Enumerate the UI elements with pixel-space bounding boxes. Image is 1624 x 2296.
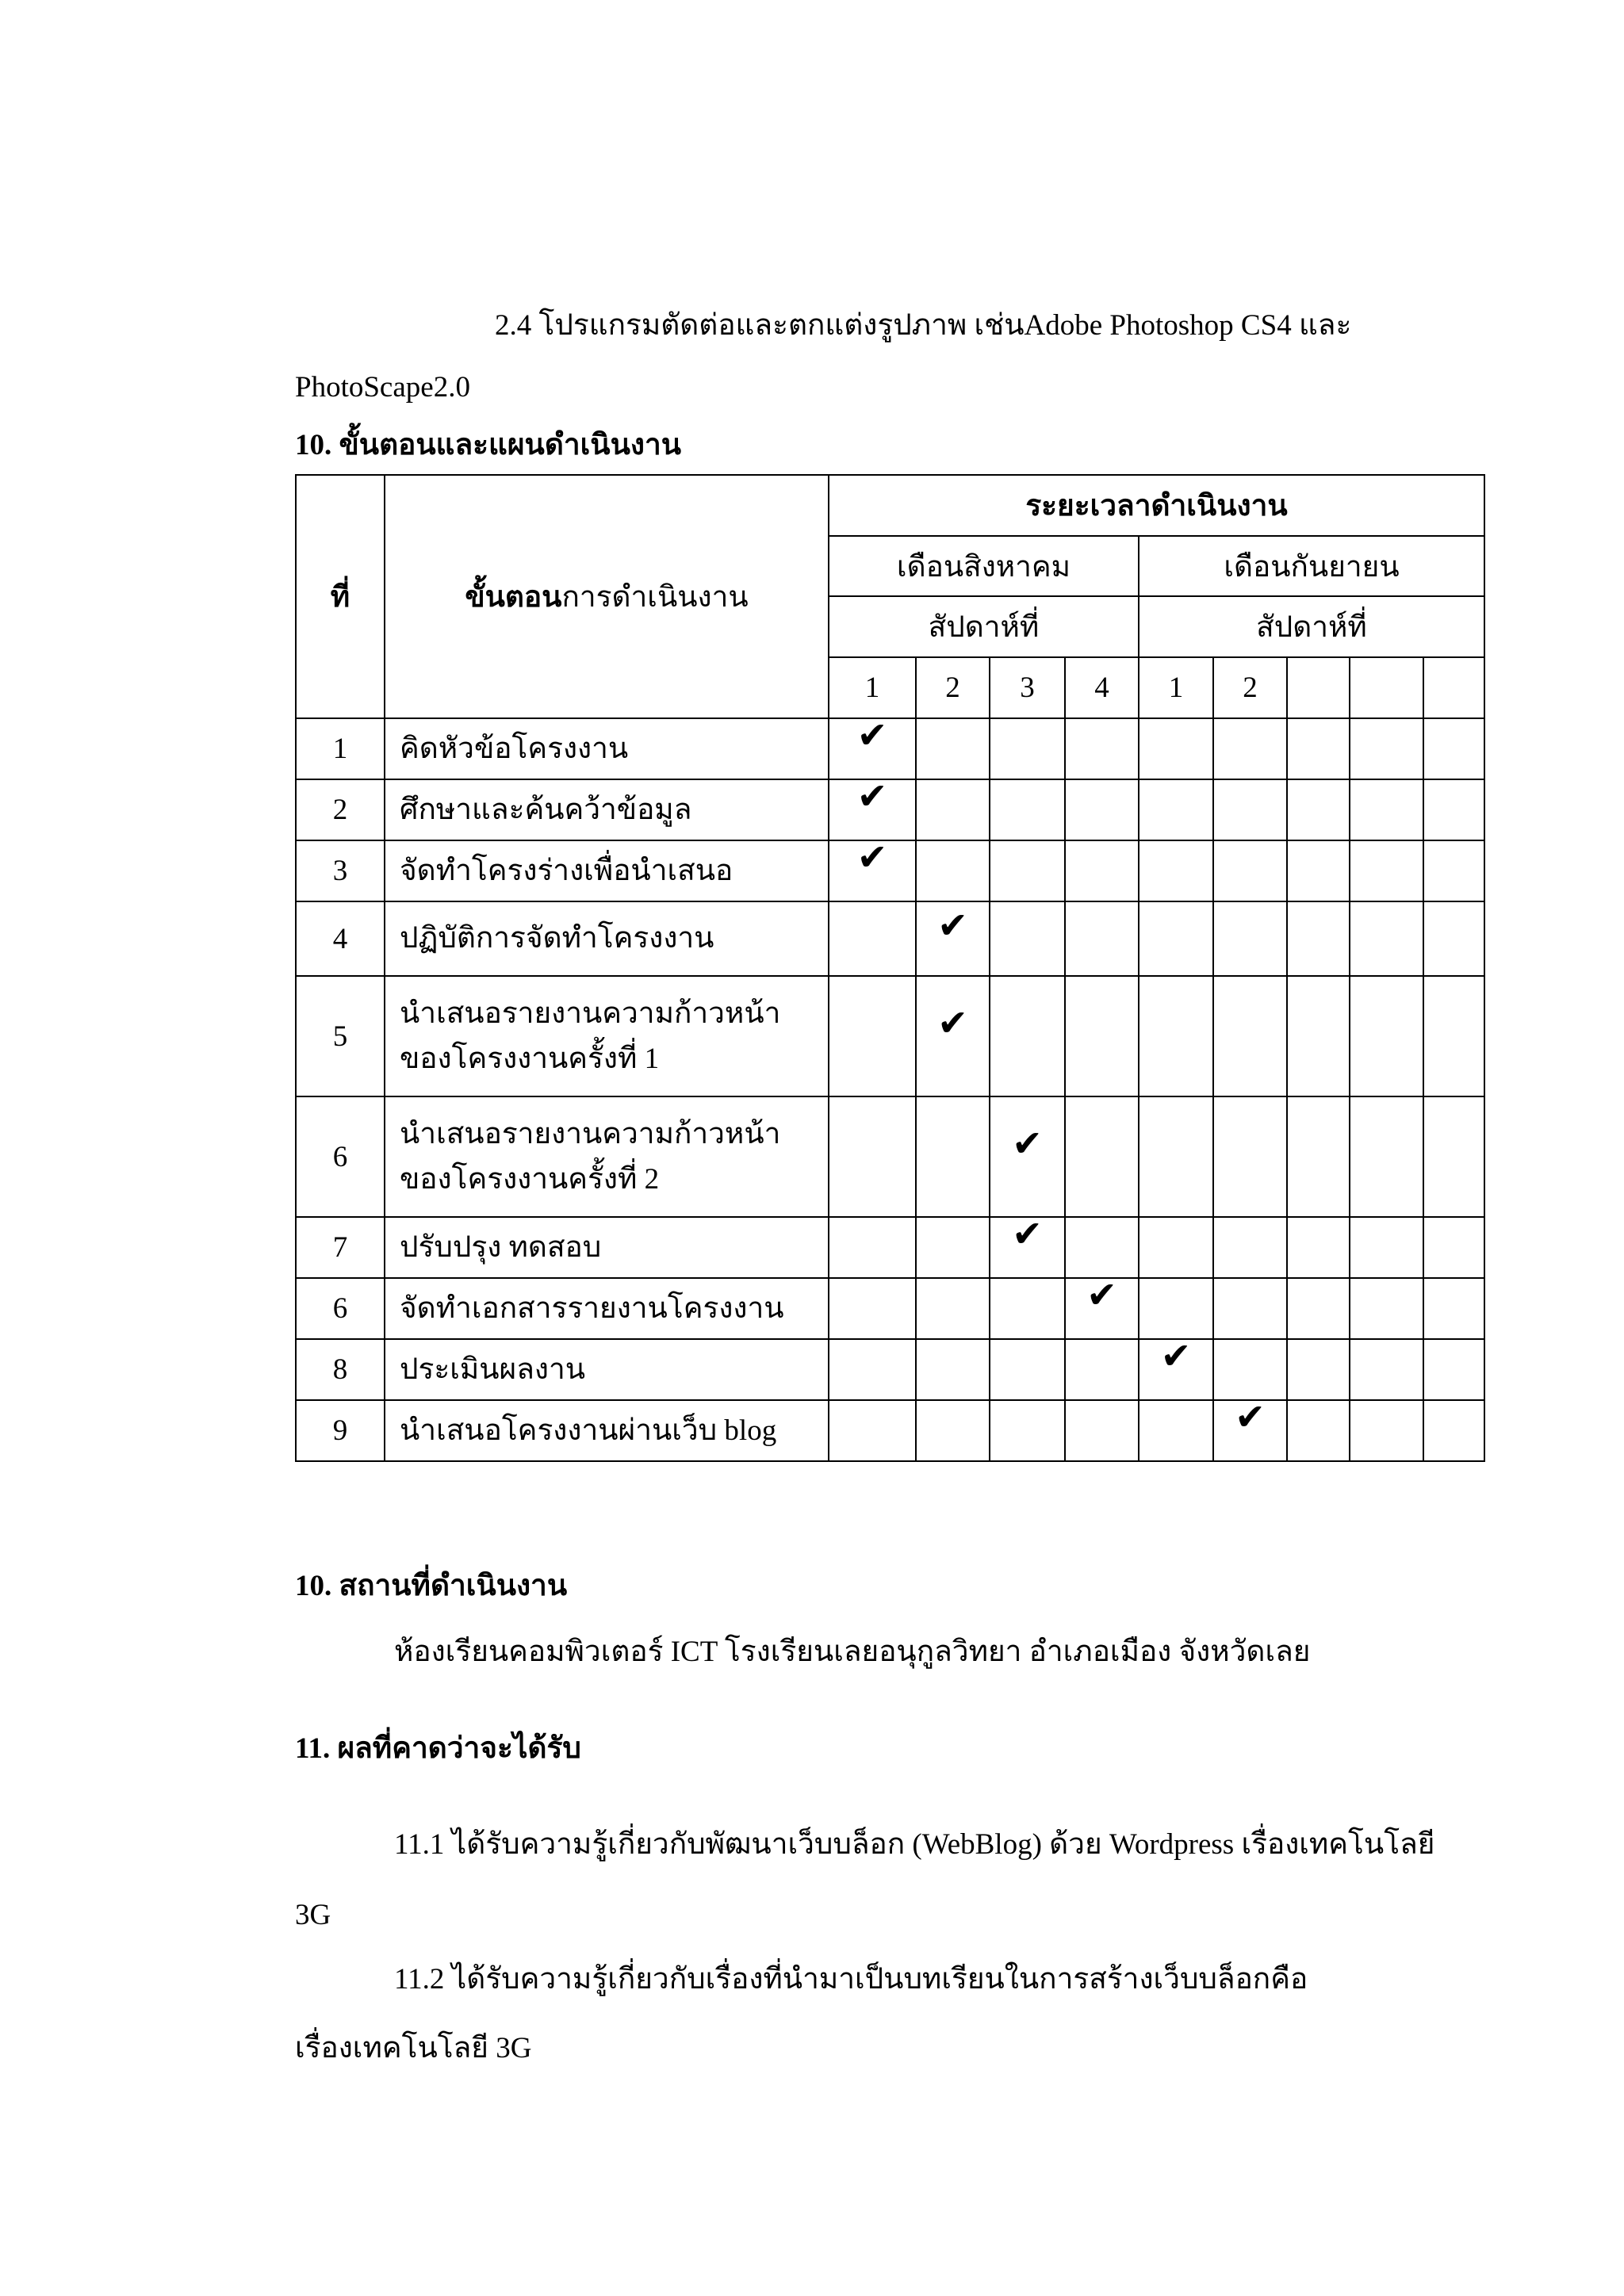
place-text: ห้องเรียนคอมพิวเตอร์ ICT โรงเรียนเลยอนุกูลวิทยา อำเภอเมือง จังหวัดเลย bbox=[394, 1636, 1311, 1668]
week-cell bbox=[1287, 779, 1350, 840]
week-cell bbox=[1287, 901, 1350, 976]
week-cell bbox=[1213, 779, 1287, 840]
check-icon: ✔ bbox=[1160, 1334, 1192, 1377]
row-number: 9 bbox=[296, 1400, 385, 1461]
header-week-label-2: สัปดาห์ที่ bbox=[1139, 596, 1484, 657]
week-cell bbox=[1287, 1217, 1350, 1278]
week-cell bbox=[1213, 901, 1287, 976]
week-cell bbox=[1139, 1096, 1213, 1217]
week-cell bbox=[1423, 976, 1484, 1096]
result-item-1: 11.1 ได้รับความรู้เกี่ยวกับพัฒนาเว็บบล็อก (WebBlog) ด้วย Wordpress เรื่องเทคโนโลยี bbox=[394, 1828, 1435, 1861]
week-cell bbox=[1213, 1278, 1287, 1339]
header-month-1: เดือนสิงหาคม bbox=[829, 536, 1139, 596]
intro-line-2: PhotoScape2.0 bbox=[295, 371, 470, 404]
week-cell bbox=[1287, 1096, 1350, 1217]
week-cell bbox=[1139, 976, 1213, 1096]
week-cell bbox=[829, 714, 916, 779]
table-row bbox=[296, 718, 1484, 779]
week-cell bbox=[916, 901, 990, 976]
header-step-rest: การดำเนินงาน bbox=[561, 581, 749, 614]
check-icon: ✔ bbox=[1012, 1121, 1043, 1165]
week-cell bbox=[1139, 901, 1213, 976]
check-icon: ✔ bbox=[937, 1001, 968, 1044]
week-cell bbox=[1350, 976, 1423, 1096]
week-cell bbox=[1287, 976, 1350, 1096]
week-cell bbox=[1139, 1217, 1213, 1278]
week-cell bbox=[916, 718, 990, 779]
week-cell bbox=[1287, 718, 1350, 779]
table-row bbox=[296, 779, 1484, 840]
row-step-line: นำเสนอโครงงานผ่านเว็บ blog bbox=[400, 1414, 777, 1447]
week-cell bbox=[1350, 1217, 1423, 1278]
header-period: ระยะเวลาดำเนินงาน bbox=[829, 475, 1484, 536]
week-cell bbox=[990, 901, 1065, 976]
table-row bbox=[296, 1400, 1484, 1461]
week-cell bbox=[1287, 1400, 1350, 1461]
row-number: 6 bbox=[296, 1096, 385, 1217]
table-row bbox=[296, 1339, 1484, 1400]
week-cell bbox=[1350, 840, 1423, 901]
week-cell bbox=[916, 1217, 990, 1278]
row-number: 4 bbox=[296, 901, 385, 976]
row-step-line: ของโครงงานครั้งที่ 2 bbox=[400, 1163, 660, 1196]
row-step bbox=[385, 779, 829, 840]
row-step-line: จัดทำเอกสารรายงานโครงงาน bbox=[400, 1292, 784, 1325]
week-cell bbox=[1065, 1096, 1139, 1217]
week-cell bbox=[916, 1400, 990, 1461]
week-cell bbox=[1065, 976, 1139, 1096]
table-row bbox=[296, 976, 1484, 1096]
week-cell bbox=[829, 836, 916, 901]
row-number: 7 bbox=[296, 1217, 385, 1278]
week-cell bbox=[1139, 779, 1213, 840]
header-month-2: เดือนกันยายน bbox=[1139, 536, 1484, 596]
row-step-line: ของโครงงานครั้งที่ 1 bbox=[400, 1043, 660, 1075]
week-cell bbox=[1423, 1400, 1484, 1461]
week-cell bbox=[1213, 1339, 1287, 1400]
check-icon: ✔ bbox=[856, 836, 888, 878]
week-cell bbox=[1287, 840, 1350, 901]
week-cell bbox=[1423, 840, 1484, 901]
row-step-line: นำเสนอรายงานความก้าวหน้า bbox=[400, 1117, 781, 1150]
row-step bbox=[385, 1278, 829, 1339]
week-number-1: 1 bbox=[829, 657, 916, 718]
check-icon: ✔ bbox=[1235, 1395, 1266, 1438]
week-cell bbox=[1065, 1217, 1139, 1278]
row-number: 5 bbox=[296, 976, 385, 1096]
header-step bbox=[385, 475, 829, 718]
table-row bbox=[296, 1096, 1484, 1217]
week-cell bbox=[1139, 1400, 1213, 1461]
header-week-label-1: สัปดาห์ที่ bbox=[829, 596, 1139, 657]
intro-line-1: 2.4 โปรแกรมตัดต่อและตกแต่งรูปภาพ เช่นAdobe Photoshop CS4 และ bbox=[495, 309, 1352, 342]
week-cell bbox=[1287, 1339, 1350, 1400]
week-cell bbox=[990, 1400, 1065, 1461]
row-number: 6 bbox=[296, 1278, 385, 1339]
week-cell bbox=[1065, 901, 1139, 976]
week-cell bbox=[990, 779, 1065, 840]
row-step bbox=[385, 1339, 829, 1400]
row-step bbox=[385, 1400, 829, 1461]
row-step-line: ปฏิบัติการจัดทำโครงงาน bbox=[400, 922, 714, 955]
row-step bbox=[385, 901, 829, 976]
week-cell bbox=[990, 1096, 1065, 1217]
table-body bbox=[296, 714, 1484, 1461]
row-step-line: จัดทำโครงร่างเพื่อนำเสนอ bbox=[400, 854, 733, 887]
week-cell bbox=[1213, 840, 1287, 901]
week-number-9 bbox=[1423, 657, 1484, 718]
week-cell bbox=[1139, 1278, 1213, 1339]
row-step bbox=[385, 718, 829, 779]
row-number: 3 bbox=[296, 840, 385, 901]
week-number-5: 1 bbox=[1139, 657, 1213, 718]
week-cell bbox=[1350, 1400, 1423, 1461]
header-no: ที่ bbox=[296, 475, 385, 718]
row-step bbox=[385, 840, 829, 901]
row-step-line: ศึกษาและค้นคว้าข้อมูล bbox=[400, 793, 692, 826]
week-cell bbox=[1139, 1334, 1213, 1400]
week-cell bbox=[916, 840, 990, 901]
week-cell bbox=[1139, 840, 1213, 901]
week-cell bbox=[1350, 779, 1423, 840]
table-row bbox=[296, 1217, 1484, 1278]
week-cell bbox=[990, 976, 1065, 1096]
week-cell bbox=[916, 1278, 990, 1339]
check-icon: ✔ bbox=[937, 903, 968, 947]
row-step-line: คิดหัวข้อโครงงาน bbox=[400, 732, 629, 765]
week-number-2: 2 bbox=[916, 657, 990, 718]
week-cell bbox=[1423, 1278, 1484, 1339]
plan-heading: 10. ขั้นตอนและแผนดำเนินงาน bbox=[295, 429, 682, 461]
row-step-line: นำเสนอรายงานความก้าวหน้า bbox=[400, 997, 781, 1030]
week-cell bbox=[1065, 1273, 1139, 1339]
week-cell bbox=[829, 1217, 916, 1278]
week-cell bbox=[990, 840, 1065, 901]
place-heading: 10. สถานที่ดำเนินงาน bbox=[295, 1570, 568, 1602]
row-step-line: ประเมินผลงาน bbox=[400, 1353, 586, 1386]
row-number: 8 bbox=[296, 1339, 385, 1400]
week-cell bbox=[916, 779, 990, 840]
week-cell bbox=[990, 1212, 1065, 1278]
week-cell bbox=[1213, 1096, 1287, 1217]
week-cell bbox=[829, 901, 916, 976]
table-row bbox=[296, 901, 1484, 976]
row-step bbox=[385, 976, 829, 1096]
row-step-line: ปรับปรุง ทดสอบ bbox=[400, 1230, 602, 1264]
week-cell bbox=[990, 718, 1065, 779]
row-number: 2 bbox=[296, 779, 385, 840]
week-cell bbox=[1213, 1395, 1287, 1461]
week-cell bbox=[1065, 840, 1139, 901]
week-cell bbox=[829, 1400, 916, 1461]
week-cell bbox=[990, 1339, 1065, 1400]
table-row bbox=[296, 1278, 1484, 1339]
check-icon: ✔ bbox=[856, 775, 888, 817]
result-item-2: 11.2 ได้รับความรู้เกี่ยวกับเรื่องที่นำมาเป็นบทเรียนในการสร้างเว็บบล็อกคือ bbox=[394, 1963, 1308, 1996]
week-cell bbox=[916, 976, 990, 1096]
week-number-4: 4 bbox=[1065, 657, 1139, 718]
check-icon: ✔ bbox=[1086, 1273, 1117, 1316]
week-cell bbox=[1213, 976, 1287, 1096]
table-header bbox=[296, 475, 1484, 718]
week-cell bbox=[1350, 718, 1423, 779]
week-cell bbox=[1065, 1400, 1139, 1461]
week-cell bbox=[1423, 779, 1484, 840]
week-cell bbox=[829, 976, 916, 1096]
schedule-table bbox=[295, 474, 1485, 1462]
week-number-3: 3 bbox=[990, 657, 1065, 718]
week-cell bbox=[916, 1096, 990, 1217]
week-cell bbox=[1350, 1096, 1423, 1217]
week-cell bbox=[1065, 779, 1139, 840]
check-icon: ✔ bbox=[856, 714, 888, 756]
week-cell bbox=[1423, 1339, 1484, 1400]
week-cell bbox=[1350, 1339, 1423, 1400]
week-cell bbox=[1423, 901, 1484, 976]
week-cell bbox=[829, 775, 916, 840]
row-step bbox=[385, 1217, 829, 1278]
week-cell bbox=[1213, 1217, 1287, 1278]
week-cell bbox=[829, 1339, 916, 1400]
row-number: 1 bbox=[296, 718, 385, 779]
week-number-7 bbox=[1287, 657, 1350, 718]
week-cell bbox=[829, 1096, 916, 1217]
week-cell bbox=[1423, 1096, 1484, 1217]
week-cell bbox=[1287, 1278, 1350, 1339]
row-step bbox=[385, 1096, 829, 1217]
week-cell bbox=[1423, 1217, 1484, 1278]
result-item-2-cont: เรื่องเทคโนโลยี 3G bbox=[295, 2032, 532, 2064]
week-cell bbox=[829, 1278, 916, 1339]
week-cell bbox=[1139, 718, 1213, 779]
week-cell bbox=[990, 1278, 1065, 1339]
week-number-8 bbox=[1350, 657, 1423, 718]
header-step-bold: ขั้นตอน bbox=[465, 581, 562, 614]
week-cell bbox=[1423, 718, 1484, 779]
result-item-1-cont: 3G bbox=[295, 1899, 331, 1931]
week-cell bbox=[1065, 718, 1139, 779]
check-icon: ✔ bbox=[1012, 1212, 1043, 1255]
week-cell bbox=[1065, 1339, 1139, 1400]
week-number-6: 2 bbox=[1213, 657, 1287, 718]
table-row bbox=[296, 840, 1484, 901]
week-cell bbox=[1350, 1278, 1423, 1339]
results-heading: 11. ผลที่คาดว่าจะได้รับ bbox=[295, 1732, 581, 1765]
week-cell bbox=[916, 1339, 990, 1400]
week-cell bbox=[1213, 718, 1287, 779]
week-cell bbox=[1350, 901, 1423, 976]
